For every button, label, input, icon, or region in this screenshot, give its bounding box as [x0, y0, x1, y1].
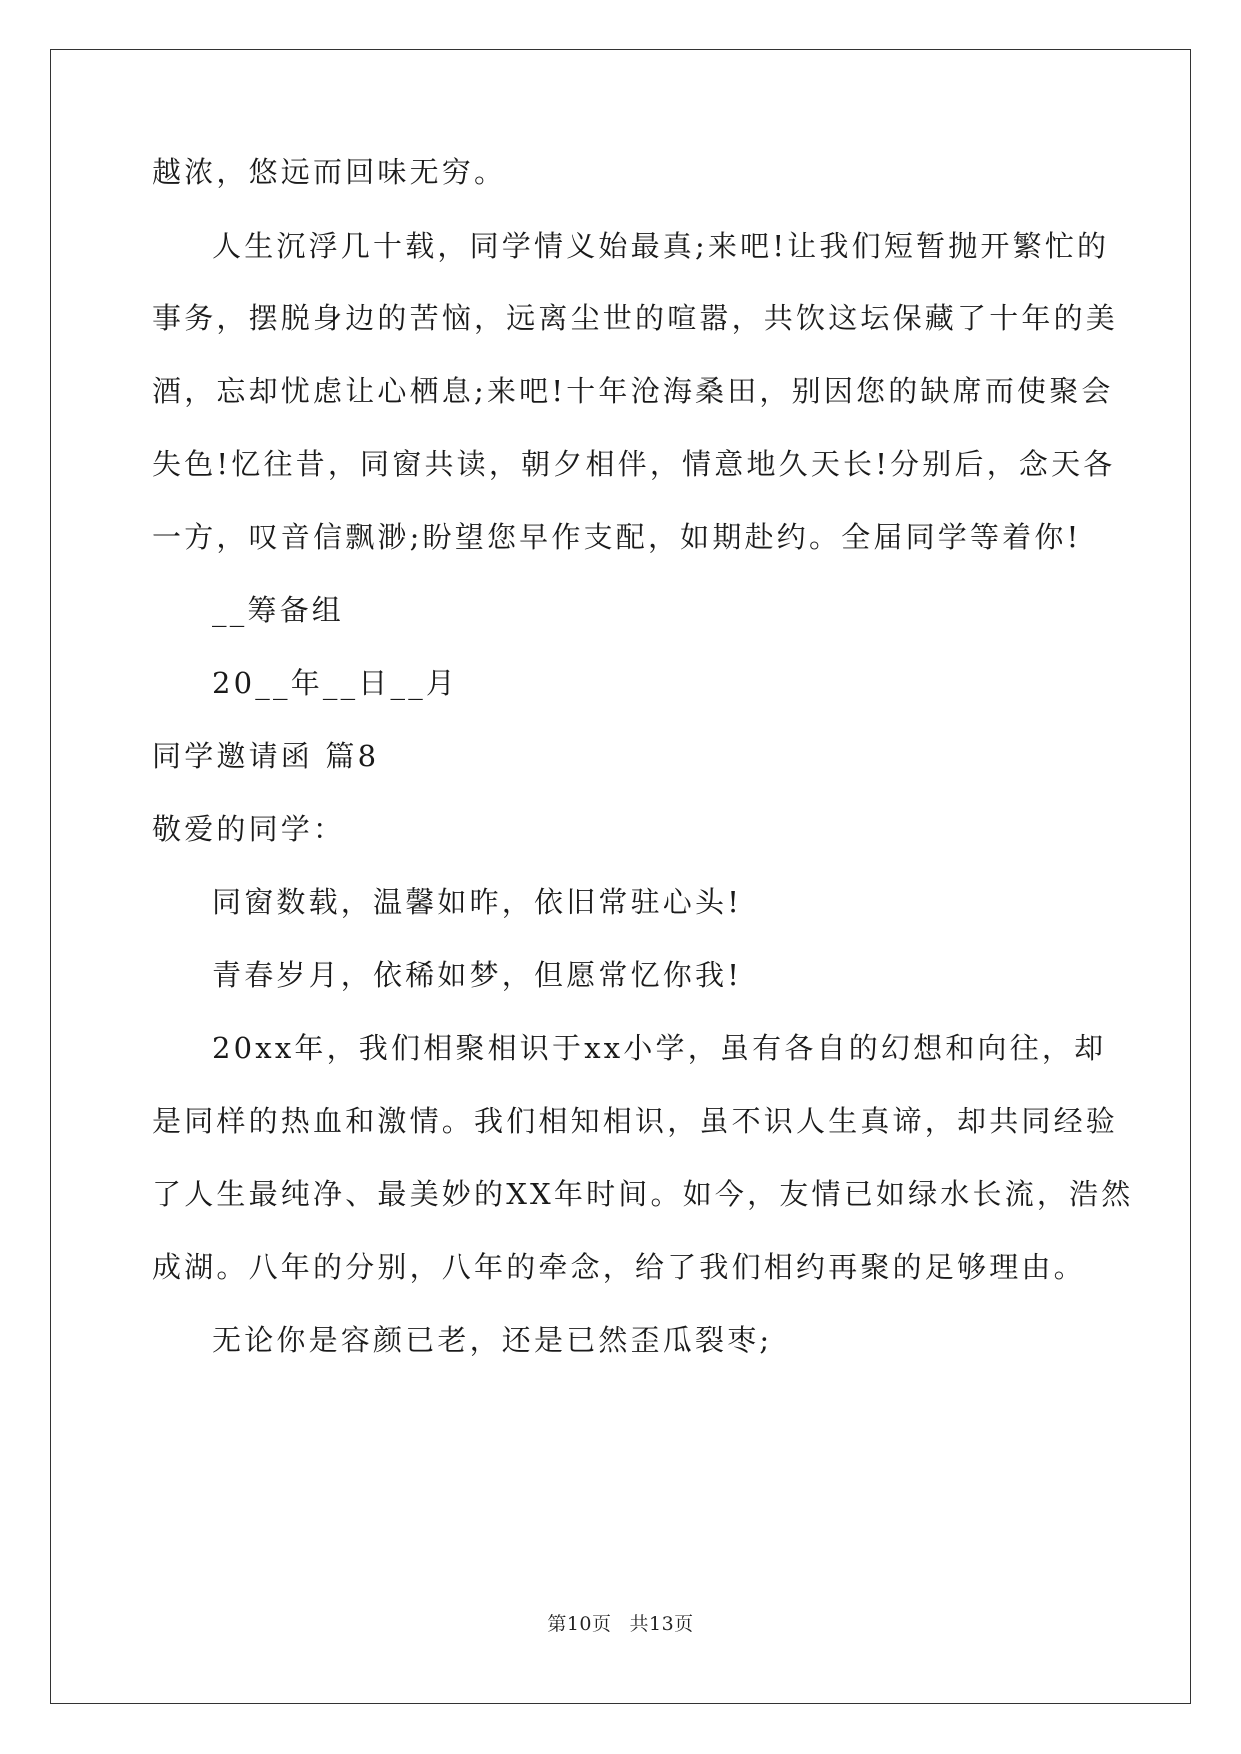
body-line: 一方，叹音信飘渺;盼望您早作支配，如期赴约。全届同学等着你! — [152, 520, 1082, 554]
paragraph-line: 无论你是容颜已老，还是已然歪瓜裂枣; — [212, 1323, 773, 1357]
page-total: 共13页 — [629, 1613, 694, 1635]
signature-date: 20__年__日__月 — [212, 666, 459, 700]
salutation: 敬爱的同学： — [152, 812, 346, 846]
body-line: 酒，忘却忧虑让心栖息;来吧!十年沧海桑田，别因您的缺席而使聚会 — [152, 374, 1114, 408]
paragraph-line: 同窗数载，温馨如昨，依旧常驻心头! — [212, 885, 743, 919]
page-footer — [0, 1611, 1241, 1637]
paragraph-line: 人生沉浮几十载，同学情义始最真;来吧!让我们短暂抛开繁忙的 — [212, 229, 1110, 263]
body-line: 失色!忆往昔，同窗共读，朝夕相伴，情意地久天长!分别后，念天各 — [152, 447, 1116, 481]
body-line: 越浓，悠远而回味无穷。 — [152, 155, 507, 189]
page-number: 第10页 — [547, 1613, 612, 1635]
paragraph-line: 20xx年，我们相聚相识于xx小学，虽有各自的幻想和向往，却 — [212, 1031, 1107, 1065]
body-line: 是同样的热血和激情。我们相知相识，虽不识人生真谛，却共同经验 — [152, 1104, 1119, 1138]
body-line: 了人生最纯净、最美妙的XX年时间。如今，友情已如绿水长流，浩然 — [152, 1177, 1134, 1211]
body-line: 事务，摆脱身边的苦恼，远离尘世的喧嚣，共饮这坛保藏了十年的美 — [152, 301, 1119, 335]
paragraph-line: 青春岁月，依稀如梦，但愿常忆你我! — [212, 958, 743, 992]
signature-committee: __筹备组 — [212, 593, 345, 627]
body-line: 成湖。八年的分别，八年的牵念，给了我们相约再聚的足够理由。 — [152, 1250, 1086, 1284]
section-heading: 同学邀请函 篇8 — [152, 739, 380, 773]
